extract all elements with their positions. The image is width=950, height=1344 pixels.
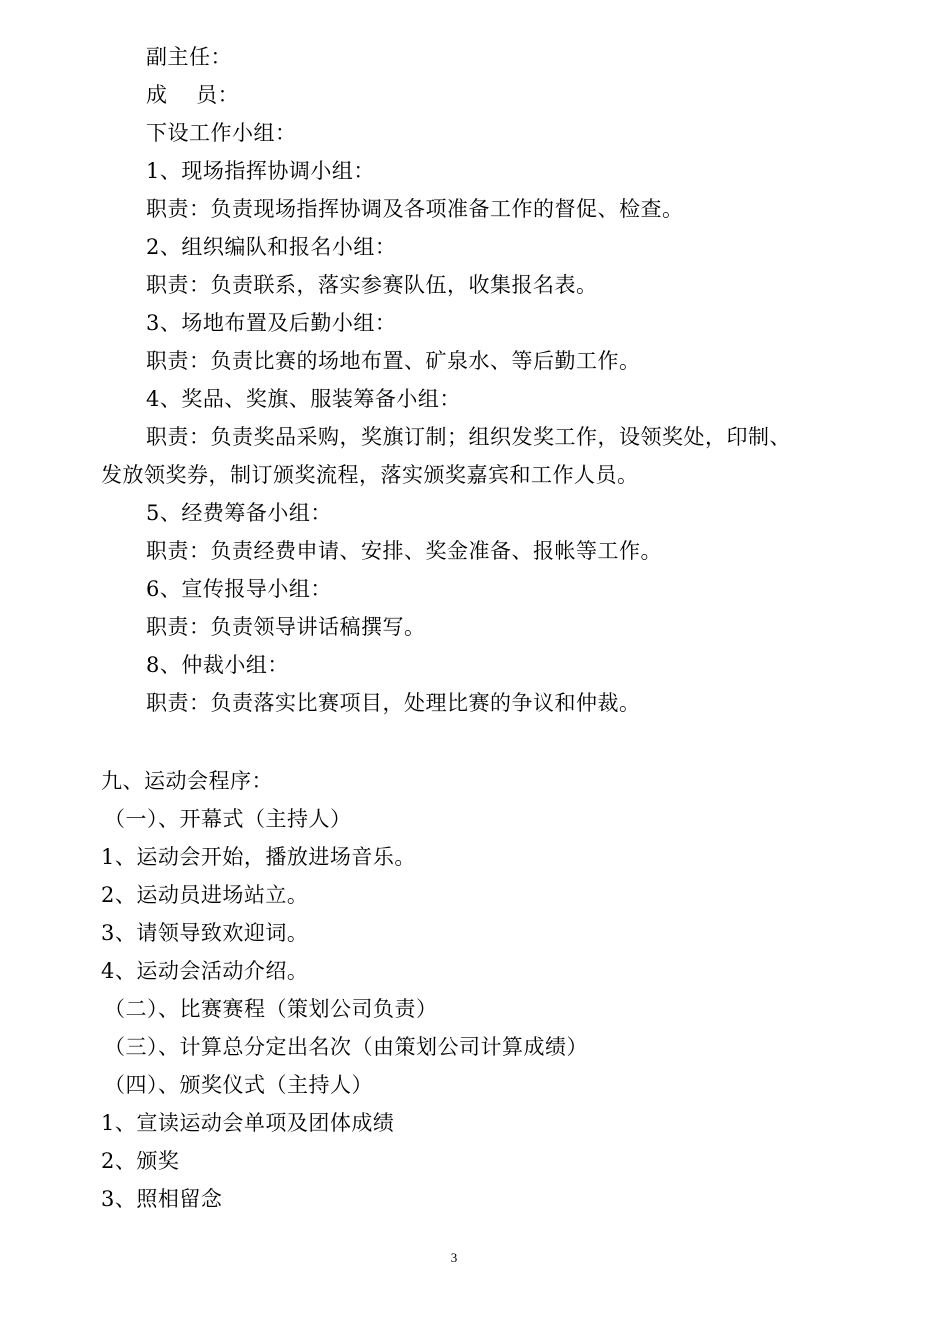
program-heading: 九、运动会程序： — [101, 769, 273, 793]
workgroups-intro: 下设工作小组： — [146, 121, 297, 145]
group-duty: 职责：负责领导讲话稿撰写。 — [146, 615, 426, 639]
opening-item: 4、运动会活动介绍。 — [101, 959, 309, 983]
group-title: 8、仲裁小组： — [146, 653, 289, 677]
opening-ceremony-title: （一）、开幕式（主持人） — [104, 807, 352, 831]
awards-item: 1、宣读运动会单项及团体成绩 — [101, 1111, 395, 1135]
group-duty: 职责：负责奖品采购，奖旗订制；组织发奖工作，设领奖处，印制、 — [146, 425, 791, 449]
opening-item: 1、运动会开始，播放进场音乐。 — [101, 845, 416, 869]
members-label: 成 员： — [146, 83, 240, 107]
group-duty-continued: 发放领奖券，制订颁奖流程，落实颁奖嘉宾和工作人员。 — [101, 463, 639, 487]
awards-item: 3、照相留念 — [101, 1187, 223, 1211]
group-duty: 职责：负责落实比赛项目，处理比赛的争议和仲裁。 — [146, 691, 641, 715]
scoring-title: （三）、计算总分定出名次（由策划公司计算成绩） — [104, 1035, 588, 1059]
group-title: 5、经费筹备小组： — [146, 501, 332, 525]
group-duty: 职责：负责联系，落实参赛队伍，收集报名表。 — [146, 273, 598, 297]
page-number: 3 — [450, 1250, 458, 1265]
group-duty: 职责：负责现场指挥协调及各项准备工作的督促、检查。 — [146, 197, 684, 221]
group-duty: 职责：负责经费申请、安排、奖金准备、报帐等工作。 — [146, 539, 662, 563]
group-title: 3、场地布置及后勤小组： — [146, 311, 397, 335]
opening-item: 3、请领导致欢迎词。 — [101, 921, 309, 945]
awards-item: 2、颁奖 — [101, 1149, 180, 1173]
schedule-title: （二）、比赛赛程（策划公司负责） — [104, 997, 438, 1021]
group-title: 4、奖品、奖旗、服装筹备小组： — [146, 387, 461, 411]
group-duty: 职责：负责比赛的场地布置、矿泉水、等后勤工作。 — [146, 349, 641, 373]
opening-item: 2、运动员进场站立。 — [101, 883, 309, 907]
group-title: 6、宣传报导小组： — [146, 577, 332, 601]
vice-director-label: 副主任： — [146, 45, 232, 69]
awards-ceremony-title: （四）、颁奖仪式（主持人） — [104, 1073, 373, 1097]
group-title: 2、组织编队和报名小组： — [146, 235, 397, 259]
group-title: 1、现场指挥协调小组： — [146, 159, 375, 183]
